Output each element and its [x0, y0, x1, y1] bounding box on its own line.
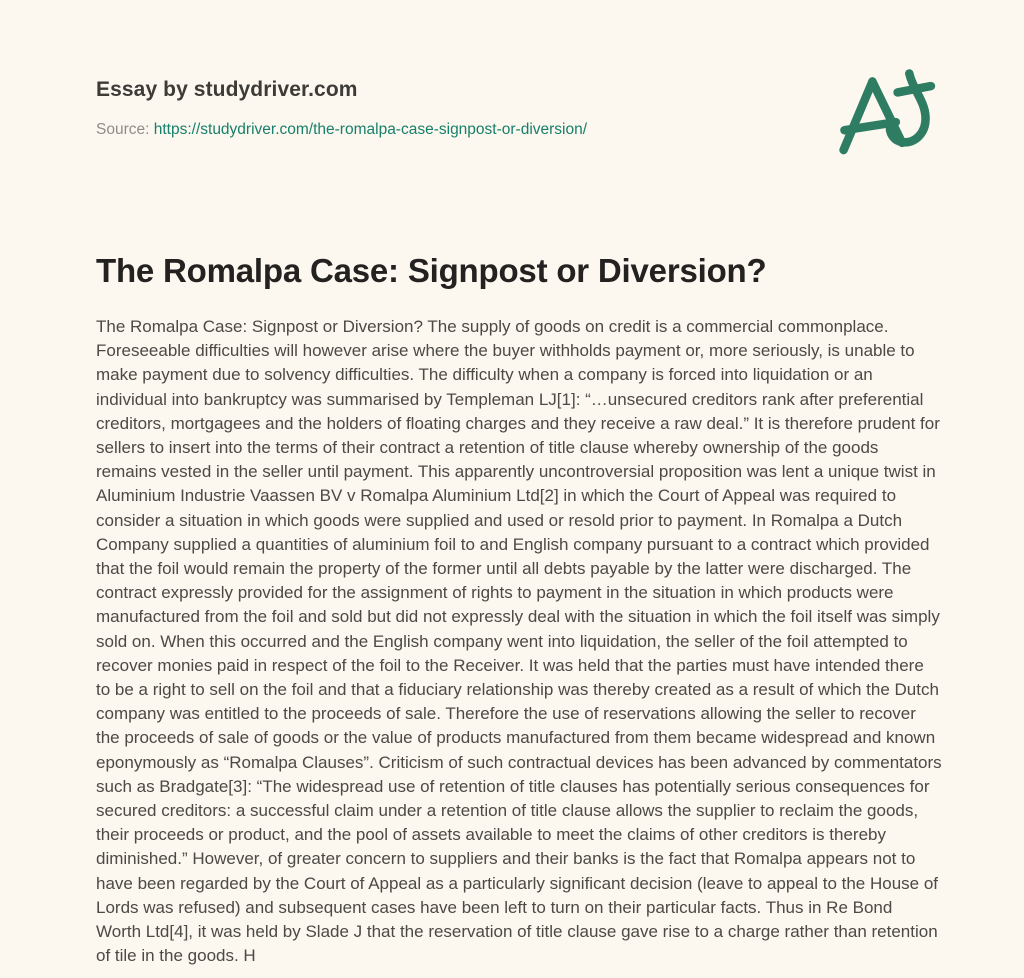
- a-plus-logo-icon: [822, 58, 948, 170]
- essay-body: The Romalpa Case: Signpost or Diversion? The supply of goods on credit is a commercial commonplace. Foreseeable difficulties will however arise where the buyer withholds payment or, more seriously, is unable to make payment due to solvency difficulties. The difficulty when a company is forced into liquidation or an individual into bankruptcy was summarised by Templeman LJ[1]: “…unsecured creditors rank after preferential creditors, mortgagees and the holders of floating charges and they receive a raw deal.” It is therefore prudent for sellers to insert into the terms of their contract a retention of title clause whereby ownership of the goods remains vested in the seller until payment. This apparently uncontroversial proposition was lent a unique twist in Aluminium Industrie Vaassen BV v Romalpa Aluminium Ltd[2] in which the Court of Appeal was required to consider a situation in which goods were supplied and used or resold prior to payment. In Romalpa a Dutch Company supplied a quantities of aluminium foil to and English company pursuant to a contract which provided that the foil would remain the property of the former until all debts payable by the latter were discharged. The contract expressly provided for the assignment of rights to payment in the situation in which products were manufactured from the foil and sold but did not expressly deal with the situation in which the foil itself was simply sold on. When this occurred and the English company went into liquidation, the seller of the foil attempted to recover monies paid in respect of the foil to the Receiver. It was held that the parties must have intended there to be a right to sell on the foil and that a fiduciary relationship was thereby created as a result of which the Dutch company was entitled to the proceeds of sale. Therefore the use of reservations allowing the seller to recover the proceeds of sale of goods or the value of products manufactured from them became widespread and known eponymously as “Romalpa Clauses”. Criticism of such contractual devices has been advanced by commentators such as Bradgate[3]: “The widespread use of retention of title clauses has potentially serious consequences for secured creditors: a successful claim under a retention of title clause allows the supplier to reclaim the goods, their proceeds or product, and the pool of assets available to meet the claims of other creditors is thereby diminished.” However, of greater concern to suppliers and their banks is the fact that Romalpa appears not to have been regarded by the Court of Appeal as a particularly significant decision (leave to appeal to the House of Lords was refused) and subsequent cases have been left to turn on their particular facts. Thus in Re Bond Worth Ltd[4], it was held by Slade J that the reservation of title clause gave rise to a charge rather than retention of tile in the goods. H: [96, 317, 942, 966]
- essay-content: [96, 251, 944, 968]
- header: [96, 76, 944, 141]
- essay-title: The Romalpa Case: Signpost or Diversion?: [96, 252, 767, 289]
- source-label: Source:: [96, 121, 150, 138]
- site-title: Essay by studydriver.com: [96, 78, 358, 101]
- source-link[interactable]: https://studydriver.com/the-romalpa-case-signpost-or-diversion/: [153, 121, 588, 138]
- source-line: [96, 119, 944, 141]
